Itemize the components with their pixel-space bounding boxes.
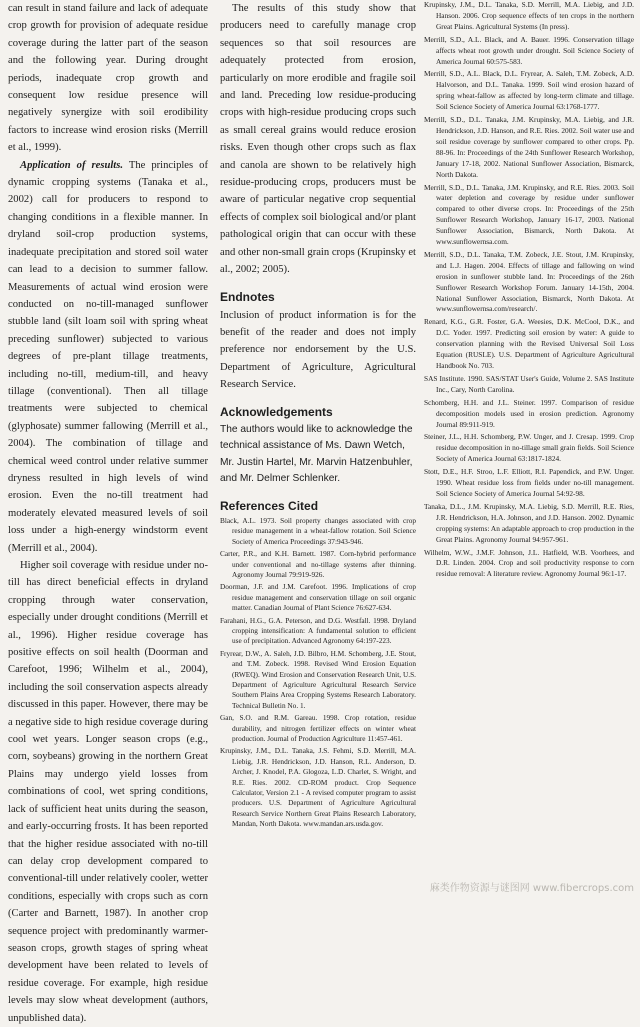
- column-right: [424, 0, 634, 582]
- reference-item: Merrill, S.D., D.L. Tanaka, J.M. Krupinsky, and R.E. Ries. 2003. Soil water depletion and coverage by residue under sunflower compared to other diverse crops. In: Proceedings of the 25th Sunflower Research Workshop, January 16-17, 2003. National Sunflower Association, Bismarck, North Dakota. At www.sunflowernsa.com.: [424, 182, 634, 247]
- section-heading-references: References Cited: [220, 498, 319, 513]
- reference-item: Black, A.L. 1973. Soil property changes associated with crop residue management in a wheat-fallow rotation. Soil Science Society of America Proceedings 37:943-946.: [220, 515, 416, 546]
- site-watermark: 麻类作物资源与谜图网 www.fibercrops.com: [429, 883, 634, 894]
- paragraph-application: [8, 157, 208, 557]
- section-heading-endnotes: Endnotes: [220, 289, 275, 304]
- reference-item: Wilhelm, W.W., J.M.F. Johnson, J.L. Hatfield, W.B. Voorhees, and D.R. Linden. 2004. Crop and soil productivity response to corn residue removal: A literature review. Agronomy Journal 96:1-17.: [424, 547, 634, 579]
- column-left: [8, 0, 208, 1027]
- reference-item: Tanaka, D.L., J.M. Krupinsky, M.A. Liebig, S.D. Merrill, R.E. Ries, J.R. Hendrickson, H.A. Johnson, and J.D. Hanson. 2002. Dynamic cropping systems: An adaptable approach to crop production in the Great Plains. Agronomy Journal 94:957-961.: [424, 501, 634, 544]
- reference-item: SAS Institute. 1990. SAS/STAT User's Guide, Volume 2. SAS Institute Inc., Cary, North Carolina.: [424, 373, 634, 394]
- reference-item: Krupinsky, J.M., D.L. Tanaka, S.D. Merrill, M.A. Liebig, and J.D. Hanson. 2006. Crop sequence effects of ten crops in the northern Great Plains. Agricultural Systems (In press).: [424, 0, 634, 31]
- run-in-heading: Application of results.: [20, 159, 124, 171]
- reference-list: [220, 516, 416, 830]
- reference-item: Stott, D.E., H.F. Stroo, L.F. Elliott, R.I. Papendick, and P.W. Unger. 1990. Wheat residue loss from fields under no-till management. Soil Science Society of America Journal 54:92-98.: [424, 467, 634, 498]
- endnotes-text: Inclusion of product information is for the benefit of the reader and does not imply preference nor endorsement by the U.S. Department of Agriculture, Agricultural Research Service.: [220, 309, 416, 391]
- section-heading-acknowledgements: Acknowledgements: [220, 404, 333, 419]
- acknowledgements-text: The authors would like to acknowledge the technical assistance of Ms. Dawn Wetch, Mr. Justin Hartel, Mr. Marvin Hatzenbuhler, and Mr. Delmer Schlenker.: [220, 423, 413, 485]
- reference-item: Krupinsky, J.M., D.L. Tanaka, J.S. Fehmi, S.D. Merrill, M.A. Liebig, J.R. Hendrickson, J.D. Hanson, R.L. Anderson, D. Archer, J. Knodel, P.A. Glogoza, L.D. Charlet, S. Wright, and R.E. Ries. 2002. CD-ROM product. Crop Sequence Calculator, Version 2.1 - A revised computer program to assist producers. U.S. Department of Agriculture Agricultural Research Service Northern Great Plains Research Laboratory, Mandan, North Dakota. www.mandan.ars.usda.gov.: [220, 746, 416, 829]
- paragraph: The results of this study show that producers need to carefully manage crop sequences so that soil resources are adequately protected from erosion, particularly on more erodible and fragile soil and land. Preceding low residue-producing crops with high-residue producing crops such as small cereal grains would reduce erosion risks. Even though other crops such as flax and canola are shown to be relatively high residue-producing crops, producers must be aware of particular negative crop sequential effects of complex soil biological and/or plant pathological origin that can occur with these and other non-small grain crops (Krupinsky et al., 2002; 2005).: [220, 3, 416, 276]
- reference-item: Gan, S.O. and R.M. Gareau. 1998. Crop rotation, residue durability, and nitrogen fertilizer effects on winter wheat production. Journal of Production Agriculture 11:457-461.: [220, 713, 416, 744]
- paragraph: can result in stand failure and lack of adequate crop growth for provision of adequate residue coverage during the latter part of the season and the following year. During drought periods, inadequate crop growth and consequent low residue presence will negatively synergize with soil erodibility factors to increase wind erosion risks (Merrill et al., 1999).: [8, 3, 208, 154]
- paragraph-text: The principles of dynamic cropping systems (Tanaka et al., 2002) call for producers to respond to changing conditions in a flexible manner. In dryland soil-crop production systems, inadequate precipitation and stored soil water can lead to a decision to summer fallow. Measurements of actual wind erosion were conducted on no-till-managed sunflower stubble land (silt loam soil with spring wheat preceding sunflower) subjected to various degrees of pre-plant tillage treatments, including no-till, medium-till, and heavy tillage (conventional). Then all tillage treatments were subjected to chemical (glyphosate) summer fallowing (Merrill et al., 2004). The combination of tillage and chemical weed control under relative summer dryness resulted in high levels of wind erosion. Even the no-till treatment had moderately elevated measured levels of soil loss under a high-energy windstorm event (Merrill et al., 2004).: [8, 159, 208, 554]
- column-middle: [220, 0, 416, 832]
- reference-item: Doorman, J.F. and J.M. Carefoot. 1996. Implications of crop residue management and conservation tillage on soil organic matter. Canadian Journal of Plant Science 76:627-634.: [220, 582, 416, 613]
- reference-item: Schomberg, H.H. and J.L. Steiner. 1997. Comparison of residue decomposition models used in erosion prediction. Agronomy Journal 89:911-919.: [424, 397, 634, 429]
- reference-item: Carter, P.R., and K.H. Barnett. 1987. Corn-hybrid performance under conventional and no-tillage systems after thinning. Agronomy Journal 79:919-926.: [220, 549, 416, 579]
- reference-item: Fryrear, D.W., A. Saleh, J.D. Bilbro, H.M. Schomberg, J.E. Stout, and T.M. Zobeck. 1998. Revised Wind Erosion Equation (RWEQ). Wind Erosion and Conservation Research Unit, U.S. Department of Agriculture Agricultural Research Service Southern Plains Area Cropping Systems Research Laboratory. Technical Bulletin No. 1.: [220, 648, 416, 710]
- paragraph: Higher soil coverage with residue under no-till has direct beneficial effects in dryland cropping through water conservation, especially under drought conditions (Merrill et al., 1996). Higher residue coverage has positive effects on soil health (Doorman and Carefoot, 1996; Wilhelm et al., 2004), including the soil conservation aspects already discussed in this paper. However, there may be a negative side to high residue coverage during cool wet years. Longer season crops (e.g., corn, soybeans) growing in the northern Great Plains may undergo yield losses from combinations of cool, wet spring conditions, lack of sufficient heat units during the season, and early-occurring frosts. It has been reported that the higher residue associated with no-till can delay crop development compared to conventional-till under relatively cooler, wetter conditions, especially with crops such as corn (Carter and Barnett, 1987). In another crop sequence project with predominantly warmer-season crops, growth stages of spring wheat development have been related to levels of residue coverage. For example, high residue levels may slow wheat development (authors, unpublished data).: [8, 560, 208, 1024]
- reference-item: Merrill, S.D., A.L. Black, D.L. Fryrear, A. Saleh, T.M. Zobeck, A.D. Halvorson, and D.L. Tanaka. 1999. Soil wind erosion hazard of spring wheat-fallow as affected by long-term climate and tillage. Soil Science Society of America Journal 63:1768-1777.: [424, 69, 634, 112]
- reference-list: [424, 0, 634, 580]
- reference-item: Steiner, J.L., H.H. Schomberg, P.W. Unger, and J. Cresap. 1999. Crop residue decomposition in no-tillage small grain fields. Soil Science Society of America Journal 63:1817-1824.: [424, 432, 634, 464]
- reference-item: Farahani, H.G., G.A. Peterson, and D.G. Westfall. 1998. Dryland cropping intensification: A fundamental solution to efficient use of precipitation. Advanced Agronomy 64:197-223.: [220, 615, 416, 646]
- reference-item: Merrill, S.D., A.L. Black, and A. Bauer. 1996. Conservation tillage affects wheat root growth under drought. Soil Science Society of America Journal 60:575-583.: [424, 34, 634, 66]
- reference-item: Merrill, S.D., D.L. Tanaka, T.M. Zobeck, J.E. Stout, J.M. Krupinsky, and L.J. Hagen. 2004. Effects of tillage and fallowing on wind erosion in sunflower stubble land. In: Proceedings of the 26th Sunflower Research Workshop Forum. January 14-15th, 2004. National Sunflower Association, Bismarck, North Dakota. At www.sunflowernsa.com/research/.: [424, 249, 634, 314]
- reference-item: Renard, K.G., G.R. Foster, G.A. Weesies, D.K. McCool, D.K., and D.C. Yoder. 1997. Predicting soil erosion by water: A guide to conservation planning with the Revised Universal Soil Loss Equation (RUSLE). U.S. Department of Agriculture Agricultural Handbook No. 703.: [424, 317, 634, 370]
- reference-item: Merrill, S.D., D.L. Tanaka, J.M. Krupinsky, M.A. Liebig, and J.R. Hendrickson, J.D. Hanson, and R.E. Ries. 2002. Soil water use and soil residue coverage by sunflower compared to other crops. Pp. 88-96. In: Proceedings of the 24th Sunflower Research Workshop, January 17-18, 2002. National Sunflower Association, Bismarck, North Dakota.: [424, 115, 634, 179]
